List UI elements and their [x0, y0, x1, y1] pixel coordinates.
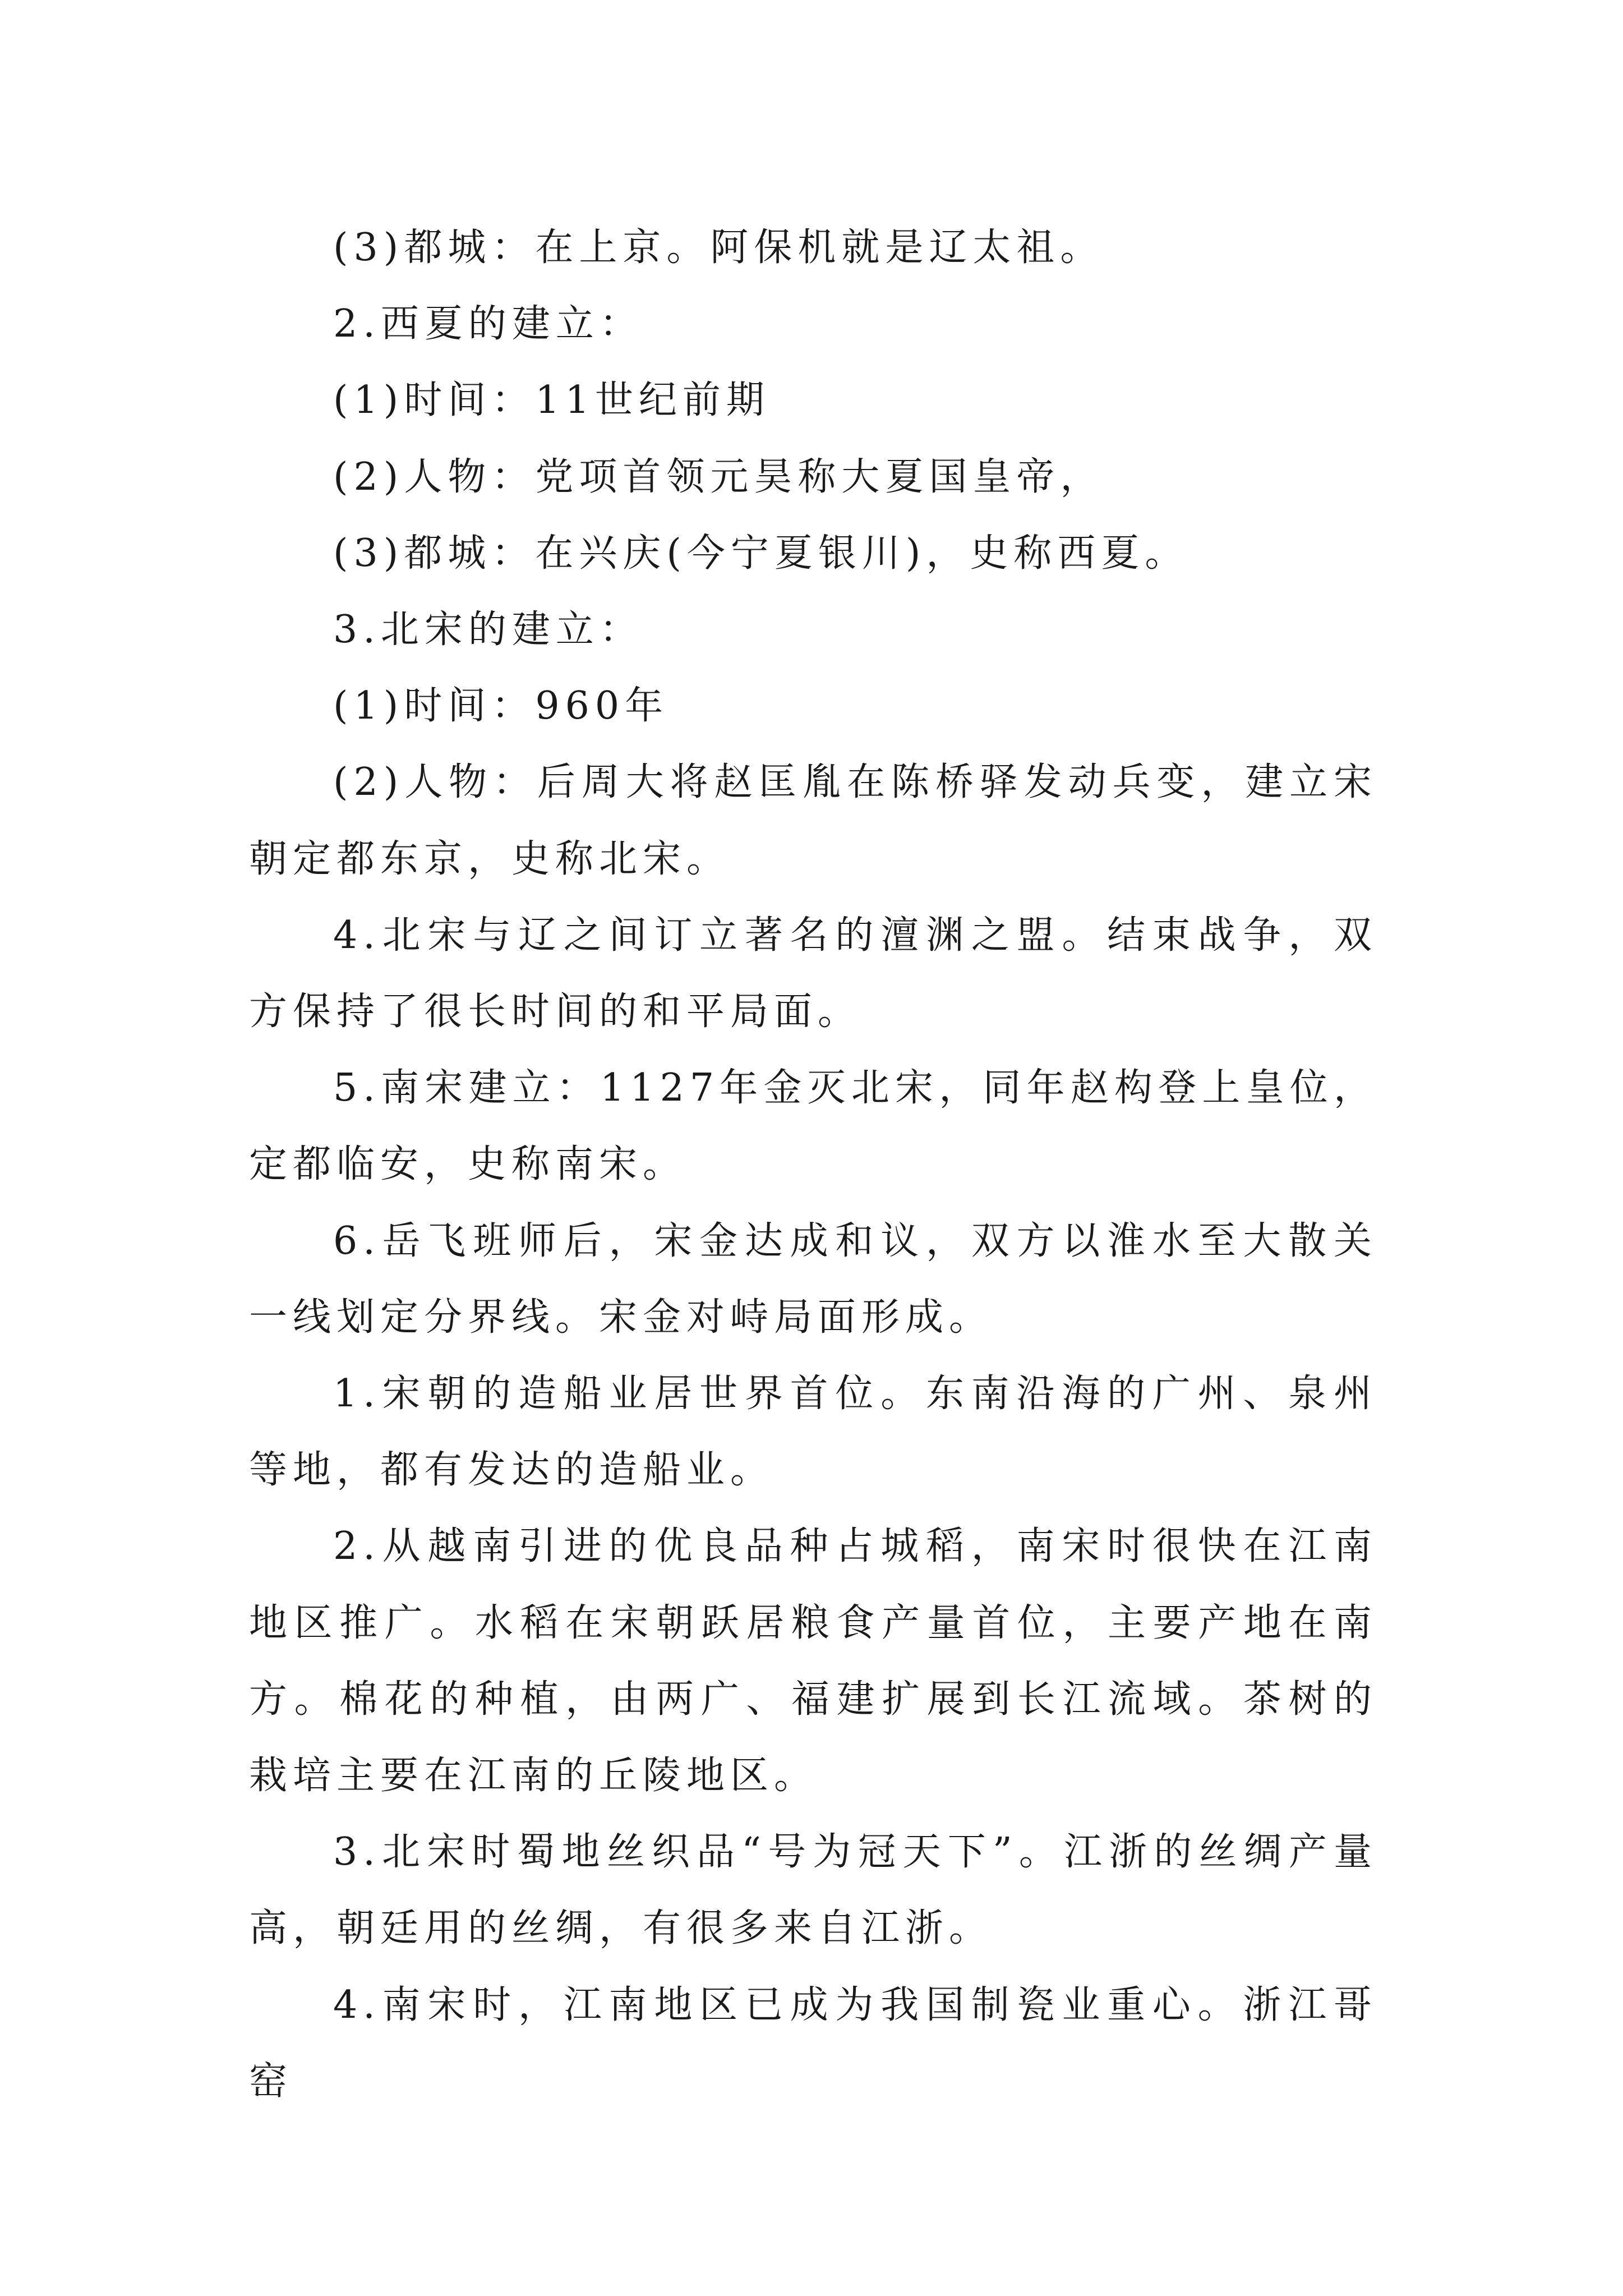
paragraph: 2.从越南引进的优良品种占城稻，南宋时很快在江南地区推广。水稻在宋朝跃居粮食产量首位，主要产地在南方。棉花的种植，由两广、福建扩展到长江流域。茶树的栽培主要在江南的丘陵地区。 — [249, 1524, 1377, 1798]
document-body — [249, 210, 1377, 2120]
paragraph: 1.宋朝的造船业居世界首位。东南沿海的广州、泉州等地，都有发达的造船业。 — [249, 1372, 1377, 1493]
paragraph: 2.西夏的建立： — [333, 302, 643, 347]
paragraph: 6.岳飞班师后，宋金达成和议，双方以淮水至大散关一线划定分界线。宋金对峙局面形成。 — [249, 1218, 1377, 1340]
paragraph: 4.北宋与辽之间订立著名的澶渊之盟。结束战争，双方保持了很长时间的和平局面。 — [249, 913, 1377, 1034]
paragraph: (3)都城：在上京。阿保机就是辽太祖。 — [333, 226, 1104, 270]
paragraph: 4.南宋时，江南地区已成为我国制瓷业重心。浙江哥窑 — [249, 1982, 1377, 2104]
paragraph: 3.北宋时蜀地丝织品“号为冠天下”。江浙的丝绸产量高，朝廷用的丝绸，有很多来自江浙。 — [249, 1830, 1377, 1951]
paragraph: (1)时间：960年 — [333, 684, 669, 729]
paragraph: (2)人物：党项首领元昊称大夏国皇帝， — [333, 454, 1104, 499]
paragraph: (1)时间：11世纪前期 — [333, 378, 770, 423]
paragraph: (2)人物：后周大将赵匡胤在陈桥驿发动兵变，建立宋朝定都东京，史称北宋。 — [249, 760, 1377, 881]
paragraph: 5.南宋建立：1127年金灭北宋，同年赵构登上皇位，定都临安，史称南宋。 — [249, 1066, 1377, 1187]
paragraph: 3.北宋的建立： — [333, 608, 643, 652]
paragraph: (3)都城：在兴庆(今宁夏银川)，史称西夏。 — [333, 531, 1189, 576]
